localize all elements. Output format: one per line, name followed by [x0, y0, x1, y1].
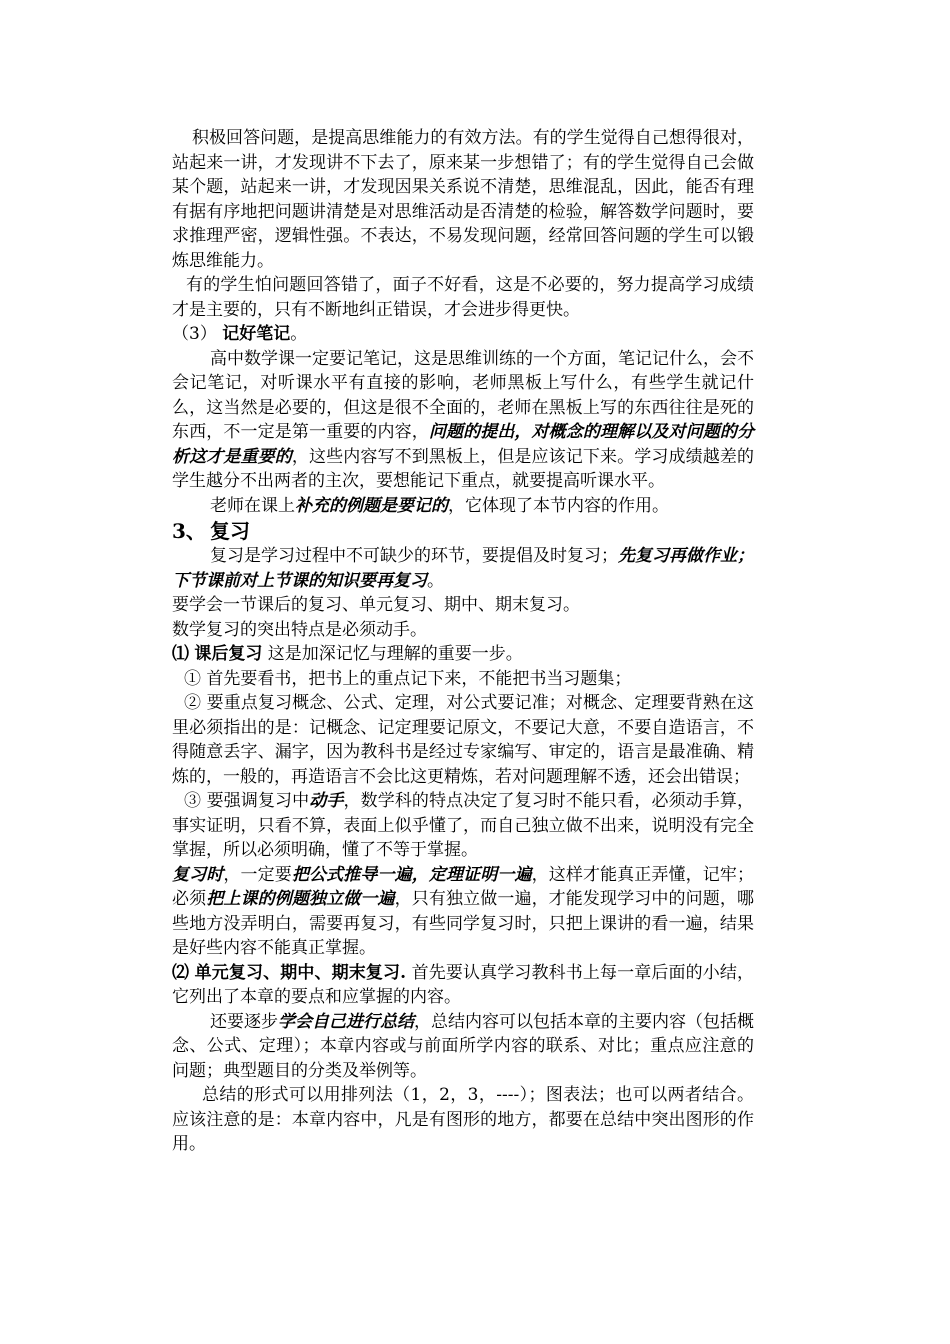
emphasis-text: 复习时	[172, 864, 224, 885]
emphasis-text: 先复习再做作业；下节课前对上节课的知识要再复习	[172, 546, 754, 591]
heading-take-notes: （3） 记好笔记。	[172, 324, 308, 344]
paragraph-self-summary: 还要逐步学会自己进行总结，总结内容可以包括本章的主要内容（包括概念、公式、定理）；本章内容或与前面所学内容的联系、对比；重点应注意的问题；典型题目的分类及举例等。	[172, 1011, 754, 1081]
emphasis-text: 动手	[309, 791, 344, 811]
paragraph-supplementary-examples: 老师在课上补充的例题是要记的，它体现了本节内容的作用。	[210, 495, 669, 516]
paragraph-review-intro: 复习是学习过程中不可缺少的环节，要提倡及时复习；先复习再做作业；下节课前对上节课的知识要再复习。	[172, 546, 754, 591]
subheading-unit-review: ⑵ 单元复习、期中、期末复习. 首先要认真学习教科书上每一章后面的小结，它列出了本章的要点和应掌握的内容。	[172, 962, 755, 1007]
section-number: 3、	[172, 519, 206, 543]
list-item-hands-on: ③ 要强调复习中动手，数学科的特点决定了复习时不能只看，必须动手算，事实证明，只看不算，表面上似乎懂了，而自己独立做不出来，说明没有完全掌握，所以必须明确，懂了不等于掌握。	[172, 791, 755, 860]
heading-number: （3）	[172, 324, 217, 344]
paragraph-derive-and-prove: 复习时，一定要把公式推导一遍，定理证明一遍，这样才能真正弄懂，记牢；必须把上课的例题独立做一遍，只有独立做一遍，才能发现学习中的问题，哪些地方没弄明白，需要再复习，有些同学复习时，只把上课讲的看一遍，结果是好些内容不能真正掌握。	[172, 864, 755, 958]
emphasis-text: 问题的提出，对概念的理解以及对问题的分析这才是重要的	[172, 422, 755, 467]
emphasis-text: 把上课的例题独立做一遍	[206, 889, 395, 909]
paragraph-answer-questions: 积极回答问题，是提高思维能力的有效方法。有的学生觉得自己想得很对，站起来一讲，才发现讲不下去了，原来某一步想错了；有的学生觉得自己会做某个题，站起来一讲，才发现因果关系说不清楚，思维混乱，因此，能否有理有据有序地把问题讲清楚是对思维活动是否清楚的检验，解答数学问题时，要求推理严密，逻辑性强。不表达，不易发现问题，经常回答问题的学生可以锻炼思维能力。	[172, 128, 754, 271]
document-body	[172, 126, 754, 1157]
paragraph-review-types: 要学会一节课后的复习、单元复习、期中、期末复习。	[172, 595, 580, 615]
paragraph-review-feature: 数学复习的突出特点是必须动手。	[172, 619, 427, 640]
section-heading-review	[172, 518, 754, 544]
list-item-read-book: ① 首先要看书，把书上的重点记下来，不能把书当习题集；	[184, 668, 632, 689]
subheading-after-class-review: ⑴ 课后复习 这是加深记忆与理解的重要一步。	[172, 644, 523, 664]
emphasis-text: 补充的例题是要记的	[295, 495, 448, 516]
item-title: 课后复习	[194, 644, 263, 664]
emphasis-text: 把公式推导一遍，定理证明一遍	[291, 864, 532, 885]
paragraph-note-taking: 高中数学课一定要记笔记，这是思维训练的一个方面，笔记记什么，会不会记笔记，对听课水平有直接的影响，老师黑板上写什么，有些学生就记什么，这当然是必要的，但这是很不全面的，老师在黑板上写的东西往往是死的东西，不一定是第一重要的内容，问题的提出，对概念的理解以及对问题的分析这才是重要的，这些内容写不到黑板上，但是应该记下来。学习成绩越差的学生越分不出两者的主次，要想能记下重点，就要提高听课水平。	[172, 348, 755, 491]
list-item-review-concepts: ② 要重点复习概念、公式、定理，对公式要记准；对概念、定理要背熟在这里必须指出的是：记概念、记定理要记原文，不要记大意，不要自造语言，不得随意丢字、漏字，因为教科书是经过专家编写、审定的，语言是最准确、精炼的，一般的，再造语言不会比这更精炼，若对问题理解不透，还会出错误；	[172, 693, 754, 787]
paragraph-fear-of-mistakes: 有的学生怕问题回答错了，面子不好看，这是不必要的，努力提高学习成绩才是主要的，只有不断地纠正错误，才会进步得更快。	[172, 275, 754, 320]
section-title: 复习	[210, 519, 250, 543]
item-number: ⑵	[172, 962, 190, 983]
item-number: ⑴	[172, 644, 189, 664]
item-title: 单元复习、期中、期末复习.	[194, 962, 407, 983]
paragraph-summary-format: 总结的形式可以用排列法（1，2，3，----）；图表法；也可以两者结合。应该注意的是：本章内容中，凡是有图形的地方，都要在总结中突出图形的作用。	[172, 1085, 754, 1154]
heading-title: 记好笔记	[222, 324, 291, 344]
emphasis-text: 学会自己进行总结	[278, 1011, 414, 1032]
